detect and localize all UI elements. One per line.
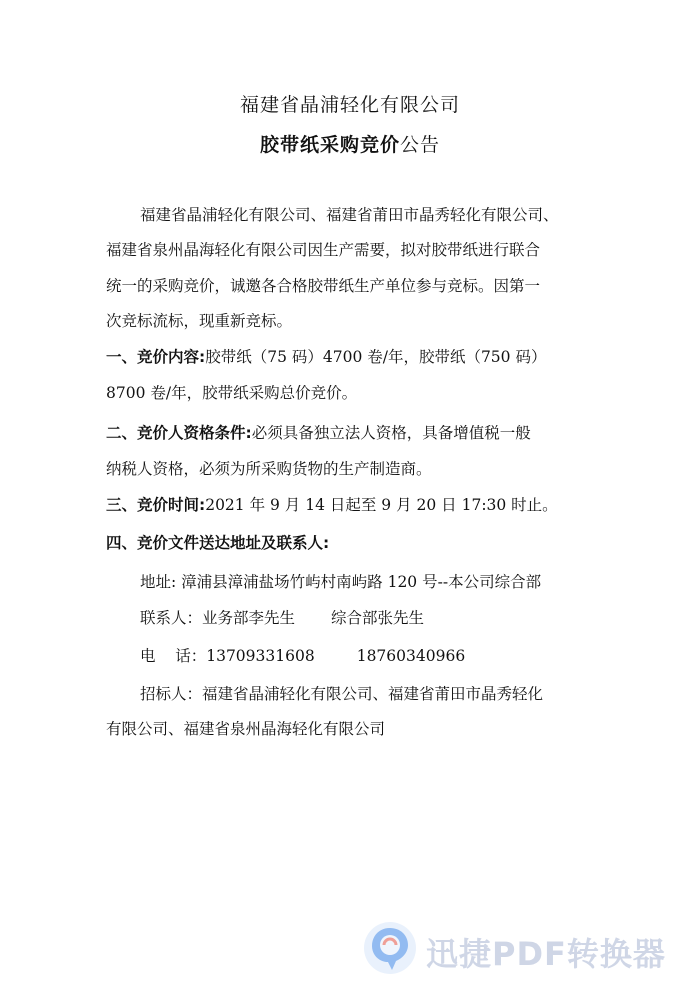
section4-label: 四、竞价文件送达地址及联系人:: [106, 534, 330, 552]
phone-line: [140, 646, 465, 666]
announcement-title: [0, 130, 700, 157]
section2-text-2: 纳税人资格，必须为所采购货物的生产制造商。: [106, 460, 432, 478]
contact-label: 联系人：: [140, 609, 203, 627]
section2-line-1: [106, 423, 531, 443]
section3-text: 2021 年 9 月 14 日起至 9 月 20 日 17:30 时止。: [205, 496, 558, 514]
intro-line-1: 福建省晶浦轻化有限公司、福建省莆田市晶秀轻化有限公司、: [140, 206, 559, 224]
section3-label: 三、竞价时间:: [106, 496, 206, 514]
phone-label: 电 话：: [140, 647, 207, 665]
phone-1: 13709331608: [206, 647, 315, 665]
intro-line-2: 福建省泉州晶海轻化有限公司因生产需要，拟对胶带纸进行联合: [106, 241, 541, 259]
announcement-title-bold: 胶带纸采购竞价: [259, 134, 400, 156]
announcement-title-rest: 公告: [400, 134, 441, 156]
watermark-text: 迅捷PDF转换器: [426, 935, 666, 973]
contact-1: 业务部李先生: [202, 609, 296, 627]
intro-line-3: 统一的采购竞价，诚邀各合格胶带纸生产单位参与竞标。因第一: [106, 277, 541, 295]
watermark-logo-icon: [362, 920, 418, 976]
company-title: 福建省晶浦轻化有限公司: [239, 94, 460, 116]
bidder-line-1: 招标人：福建省晶浦轻化有限公司、福建省莆田市晶秀轻化: [140, 685, 544, 703]
section1-label: 一、竞价内容:: [106, 348, 206, 366]
section1-line-1: [106, 347, 546, 367]
section2-label: 二、竞价人资格条件:: [106, 424, 252, 442]
section1-text-1: 胶带纸（75 码）4700 卷/年，胶带纸（750 码）: [205, 348, 547, 366]
intro-line-4: 次竞标流标，现重新竞标。: [106, 312, 293, 330]
section3-line: [106, 495, 558, 515]
contact-2: 综合部张先生: [331, 609, 425, 627]
bidder-line-2: 有限公司、福建省泉州晶海轻化有限公司: [106, 720, 386, 738]
address-line: 地址: 漳浦县漳浦盐场竹屿村南屿路 120 号--本公司综合部: [140, 573, 542, 591]
watermark: [362, 920, 692, 980]
contact-line: [140, 608, 424, 628]
section1-text-2: 8700 卷/年，胶带纸采购总价竞价。: [106, 384, 358, 402]
section2-text-1: 必须具备独立法人资格，具备增值税一般: [251, 424, 531, 442]
phone-2: 18760340966: [356, 647, 466, 665]
